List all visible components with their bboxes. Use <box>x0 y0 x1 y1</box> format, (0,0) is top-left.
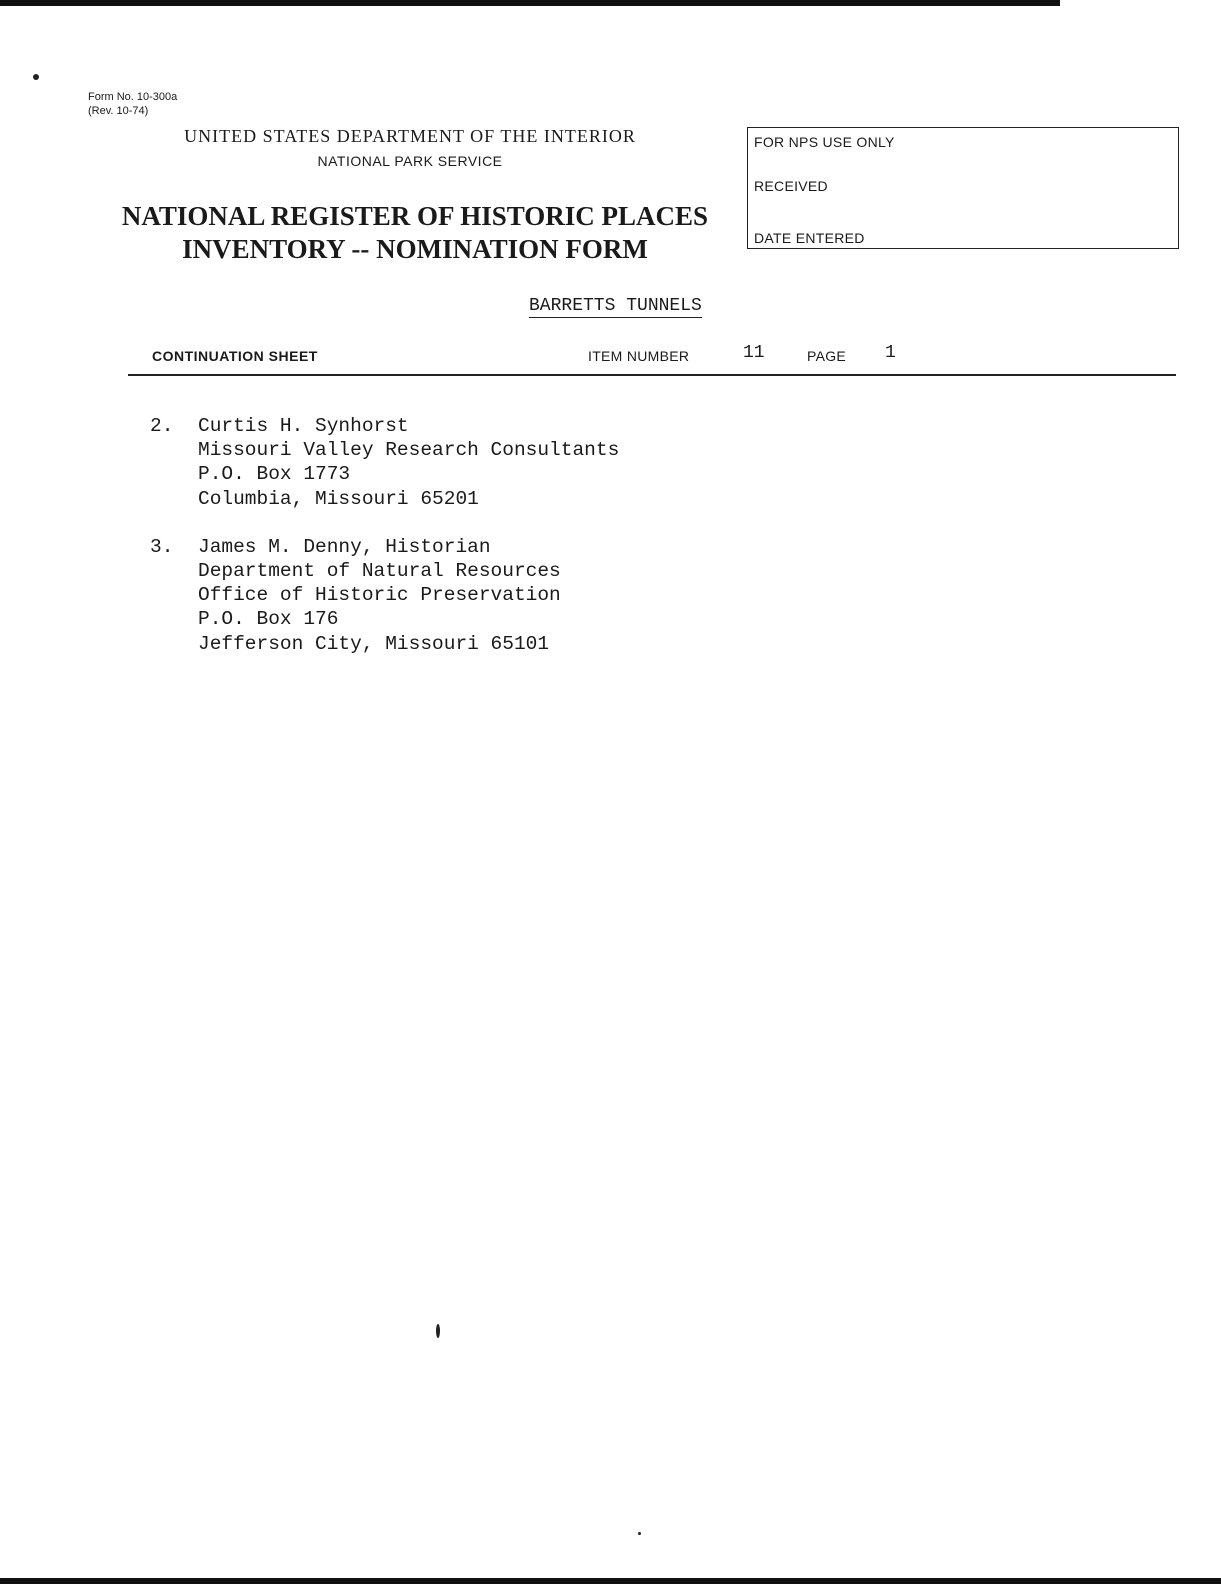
list-item-number: 2. <box>150 415 174 437</box>
continuation-sheet-label: CONTINUATION SHEET <box>152 348 318 364</box>
nps-use-only-box <box>747 127 1179 249</box>
agency-header <box>130 126 690 169</box>
department-name: UNITED STATES DEPARTMENT OF THE INTERIOR <box>184 126 636 146</box>
scan-top-edge <box>0 0 1060 6</box>
entry-line: Curtis H. Synhorst <box>198 415 409 437</box>
scan-speck <box>638 1532 641 1535</box>
item-number-label: ITEM NUMBER <box>588 348 690 364</box>
scan-speck <box>33 74 39 80</box>
received-label: RECEIVED <box>754 178 828 194</box>
list-item <box>150 535 619 656</box>
page-number-value: 1 <box>885 343 896 363</box>
item-number-value: 11 <box>743 343 765 363</box>
preparer-list <box>150 414 619 680</box>
service-name: NATIONAL PARK SERVICE <box>317 153 503 169</box>
entry-line: P.O. Box 176 <box>198 608 339 631</box>
form-number <box>88 90 177 118</box>
continuation-header <box>128 340 1176 376</box>
form-no-text: Form No. 10-300a <box>88 91 178 103</box>
property-name: BARRETTS TUNNELS <box>529 296 702 316</box>
entry-line: Office of Historic Preservation <box>198 584 561 607</box>
entry-line: P.O. Box 1773 <box>198 463 351 486</box>
scan-bottom-edge <box>0 1578 1221 1584</box>
list-item <box>150 414 619 511</box>
form-title-line1: NATIONAL REGISTER OF HISTORIC PLACES <box>121 201 709 231</box>
form-title <box>90 200 740 266</box>
scan-speck <box>436 1324 440 1338</box>
form-rev-text: (Rev. 10-74) <box>88 105 149 117</box>
entry-line: Missouri Valley Research Consultants <box>198 439 620 462</box>
date-entered-label: DATE ENTERED <box>754 230 865 246</box>
entry-line: Columbia, Missouri 65201 <box>198 487 479 510</box>
page-label: PAGE <box>807 348 847 364</box>
entry-line: James M. Denny, Historian <box>198 535 491 558</box>
entry-line: Jefferson City, Missouri 65101 <box>198 632 550 655</box>
form-title-line2: INVENTORY -- NOMINATION FORM <box>182 234 648 264</box>
nps-use-only-label: FOR NPS USE ONLY <box>754 134 895 150</box>
entry-line: Department of Natural Resources <box>198 560 561 583</box>
list-item-number: 3. <box>150 535 174 558</box>
